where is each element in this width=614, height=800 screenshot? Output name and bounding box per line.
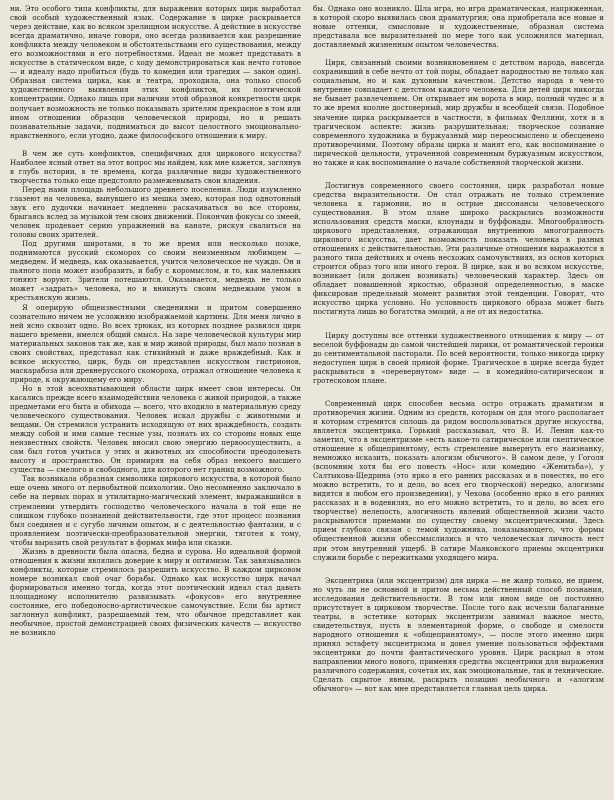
paragraph: Современный цирк способен весьма остро отражать драматизм и противоречия жизни. Одним из средств, которым он для этого располагает и которым стремится сплошь да рядом воспользоваться другие искусства, является эксцентрика. Горький рассказывал, что В. И. Ленин как-то заметил, что в эксцентризме «есть какое-то сатирическое или скептическое отношение к общепринятому, есть стремление вывернуть его наизнанку, немножко исказить, показать алогизм обычного». В самом деле, у Гоголя (вспомним хотя бы его повесть «Нос» или комедию «Женитьба»), у Салтыкова-Щедрина (это ярко в его ранних рассказах и в повестях, но его можно встретить, то и дело, во всех его творческой) нередко, алогизмы видятся в любом его произведении), у Чехова (особенно ярко в его ранних рассказах и в водевилях, но его можно встретить, то и дело, во всех его творчестве) нелепость, алогичность явлений общественной жизни часто раскрываются приемами по существу своему эксцентрическими. Здесь прием глубоко связан с темой художника, показывающего, что формы общественной жизни обессмыслились и что человеческая личность нест при этом внутренний ущерб. В сатире Маяковского приемы эксцентрики служили борьбе с пережитками уходящего мира. — [313, 398, 604, 562]
paragraph: ни. Это особого типа конфликты, для выражения которых цирк выработал свой особый художественный язык. Содержание в цирке раскрывается через действие, как во всяком зрелищном искусстве. А действие в искусстве всегда драматично, иначе говоря, оно всегда развивается как разрешение конфликта между человеком и обстоятельствами его существования, между его возможностями и его потребностями. Идеал не может представать в искусстве в статическом виде, с ходу демонстрироваться как нечто готовое — и идеалу надо пробиться (будь то комедия или трагедия — закон один). Образная система цирка, как и театра, проходила, она только способ художественного выявления этих конфликтов, их поэтической концентрации. Однако лишь при наличии этой образной конкретности цирк получает возможность не только показывать зрителям прекрасное в том или ином отношении образцов человеческой природы, но и решать познавательные задачи, подниматься до высот целостного эмоционально-нравственного, если угодно, даже философского отношения к миру. — [10, 4, 301, 140]
paragraph: Эксцентрика (или эксцентризм) для цирка — не жанр только, не прием, но чуть ли не основной и притом весьма действенный способ познания, исследования действительности. В том или ином виде он постоянно присутствует в цирковом творчестве. После того как исчезли балаганные театры, в эстетике которых эксцентризм занимал важное место, свидетельствуя, пусть в элементарной форме, о свободе и смелости народного отношения к «общепринятому», — после этого именно цирк принял эстафету эксцентризма и довел умение пользоваться эффектами эксцентрики до почти фантастического уровня. Цирк раскрыл в этом направлении много нового, применяя средства эксцентрики для выражения различного содержания, сочетая их, как эмоциональные, так и технические. Сделать скрытое явным, раскрыть позицию необычного и «алогизм обычного» — вот как мне представляется главная цель цирка. — [313, 575, 604, 694]
paragraph: Но в этой всеохватывающей области цирк имеет свои интересы. Он касались прежде всего взаимодействия человека с живой природой, а также предметами его быта и обихода — всего, что входило в материальную среду человеческого существования. Человек искал дружбы с животными и вещами. Он стремился устранить исходящую от них враждебность, создать между собой и ими самые тесные узы, познать их со стороны новых еще неизвестных свойств. Человек вносил свою энергию первоосуществить, а сам был готов учиться у этих и животных их способности преодолевать высоту и пространство. Он примиряя на себя образ некоего высшего существа — смелого и свободного, для которого нет границ возможного. — [10, 383, 301, 475]
paragraph: Перед нами площадь небольшого древнего поселения. Люди изумленно глазеют на человека, вынувшего из мешка змею, которая под однотонный звук его дудочки начинает медленно раскачиваться во все стороны, брыгаясь вслед за музыкой тем своих движений. Покончив фокусы со змеей, человек продевает серию упражнений на канате, рискуя свалиться на головы своих зрителей. — [10, 184, 301, 240]
right-column — [313, 4, 604, 794]
paragraph: Я оперирую общеизвестными сведениями и притом совершенно сознательно ничем не усложняю изображаемой картины. Для меня лично в ней ясно сквозит одно. Во всех трюках, из которых позднее развился цирк нашего времени, имелся общий смысл. На заре человеческой культуры мир материальных законов так же, как и мир живой природы, был мало познан в своих свойствах, представал как стихийный и даже враждебный. Как и всякое искусство, цирк, будь он представлен искусством гистрионов, маскарабоза или древнерусского скомороха, отражал отношение человека к природе, к окружающему его миру. — [10, 302, 301, 384]
paragraph: Под другими широтами, в то же время или несколько позже, поднимаются русский скоморох со своим неизменным любимцем — медведем. И медведь, как оказывается, учится человеческое не чуждо. Он и пьяного попа может изобразить, и бабу с коромыслом, и то, как маленьких гоняют воруют. Зрители потешаются. Оказывается, медведь не только может «задрать» человека, но и вникнуть своим медвежьим умом в крестьянскую жизнь. — [10, 239, 301, 303]
paragraph: Так возникала образная символика циркового искусства, в которой было еще очень много от первобытной психологии. Оно несомненно заключало в себе на первых порах и утилитарно-магический элемент, выражавшийся в стремлении утвердить господство человеческого начала в той еще не слишком глубоко познанной действительности, где этот процесс познания был соединен и с сугубо личным опытом, и с деятельностью фантазии, и с проявлением поэтически-преобразовательной энергии, тяготея к тому, чтобы выразить свой результат в формах мифа или сказки. — [10, 474, 301, 547]
paragraph: Цирку доступны все оттенки художественного отношения к миру — от веселой буффонады до самой чистейшей лирики, от романтической героики до сентиментальной пасторали. По всей вероятности, только никогда цирку недоступен цирк в своей прямой форме. Трагическое в цирке всегда будет раскрываться в «перевернутом» виде — в комедийно-сатирическом и гротесковом плане. — [313, 330, 604, 385]
paragraph: Цирк, связанный своими возникновением с детством народа, навсегда сохранивший в себе нечто от той поры, обладает народностью не только как социальным, но и как духовным качеством. Детство народа в чем-то внутренне совпадает с детством каждого человека. Для детей цирк никогда не бывает развлечением. Он открывает им ворота в мир, полный чудес и в то же время вполне достоверный, мир дружбы и всеобщей связи. Подобное значение цирка раскрывается в частности, в фильмах Феллини, хотя и в трагическом аспекте: жизнь разрушительная; творческое сознание современного художника и буржуазный мир переосмыслено и обесценено противоречиями. Поэтому образы цирка и манят его, как воспоминание о лирической цельности, утраченной современным буржуазным искусством, но также и как воспоминание о начале собственной творческой жизни. — [313, 58, 604, 167]
paragraph: Жизнь в древности была опасна, бедна и сурова. Но идеальной формой отношения к жизни являлись доверие к миру и оптимизм. Так завязывались конфликты, которые стремилось разрешить искусство. В каждом цирковом номере возникал свой очаг борьбы. Однако как искусство цирк начал формироваться именно тогда, когда этот поэтический идеал стал давать площадному исполнителю развязывать «фокусов» его внутреннее состояние, его победоносно-артистическое самочувствие. Если бы артист заглоннул конфликт, разрешаемый тем, что обычное представляет как необычное, простой демонстрацией своих физических качеств — искусство не возникло — [10, 546, 301, 638]
paragraph: бы. Однако оно возникло. Шла игра, но игра драматическая, напряженная, в которой скоро выявилась своя драматургия; она приобретала все новые и новые оттенки, смысловые и художественные, образная система представала все выразительней по мере того как усложнялся материал, доставляемый жизненным опытом человечества. — [313, 4, 604, 50]
paragraph: Достигнув современного своего состояния, цирк разработал новые средства выразительности. Он стал отражать не только стремление человека к гармонии, но и острые диссонансы человеческого существования. В этом плане широко раскрылись возможности использования средств маски, клоунады и буффонады. Многообразность циркового представления, отражающая внутреннюю многогранность циркового искусства, дает возможность показать человека в разных отношениях с действительностью. Эти различные отношения выражаются в разного типа действиях и очень несхожих самочувствиях, из основ которых строится образ того или иного героя. В цирке, как и во всяком искусстве, возникает (или должен возникать) человеческий характер. Здесь он обладает повышенной яркостью, образной определенностью, в маске фиксирован предельный момент развития этой тенденции. Говорят, что искусство цирка условно. Но условность циркового образа может быть постигнута лишь во богатства эмоций, а не от их недостатка. — [313, 180, 604, 317]
left-column — [10, 4, 301, 794]
paragraph: В чем же суть конфликтов, специфичных для циркового искусства? Наиболее ясный ответ на этот вопрос мы найдем, как мне кажется, заглянув в глубь истории, в те времена, когда различные виды художественного творчества только еще предстояло размежевывать свои владения. — [10, 148, 301, 185]
